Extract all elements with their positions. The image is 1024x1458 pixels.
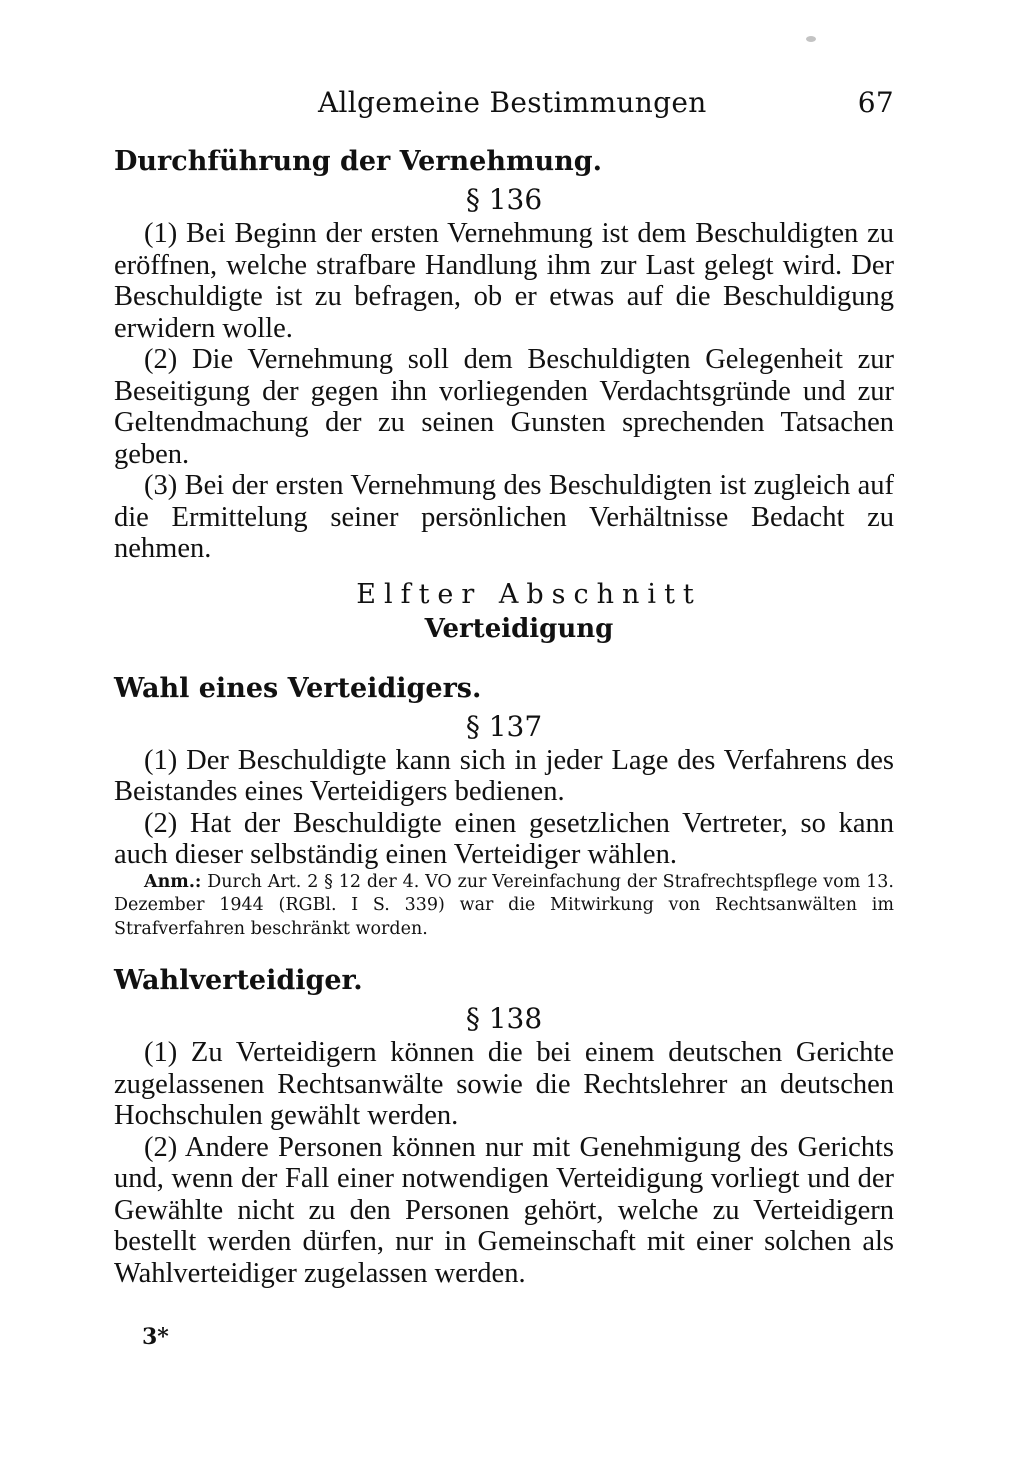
annotation-text: Durch Art. 2 § 12 der 4. VO zur Vereinfachung der Strafrechtspflege vom 13. Dezember 1944 (RGBl. I S. 339) war die Mitwirkung von Rechtsanwälten im Strafverfahren beschränkt worden. bbox=[114, 871, 894, 939]
section-heading-137: Wahl eines Verteidigers. bbox=[114, 672, 482, 704]
section-heading-138: Wahlverteidiger. bbox=[114, 965, 363, 996]
annotation-label: Anm.: bbox=[144, 871, 202, 892]
paragraph-136-1: (1) Bei Beginn der ersten Vernehmung ist dem Beschuldigten zu eröffnen, welche strafbare Handlung ihm zur Last gelegt wird. Der Beschuldigte ist zu befragen, ob er etwas auf die Beschuldigung erwidern wolle. bbox=[114, 218, 894, 344]
paragraph-number-136: § 136 bbox=[465, 183, 543, 216]
text-column bbox=[114, 142, 894, 1289]
paragraph-number-137: § 137 bbox=[465, 709, 543, 743]
annotation-note bbox=[114, 871, 894, 942]
paragraph-137-2: (2) Hat der Beschuldigte einen gesetzlichen Vertreter, so kann auch dieser selbständig einen Verteidiger wählen. bbox=[114, 807, 894, 870]
running-head bbox=[318, 86, 894, 126]
scan-speck bbox=[806, 36, 816, 42]
paragraph-136-2: (2) Die Vernehmung soll dem Beschuldigten Gelegenheit zur Beseitigung der gegen ihn vorliegenden Verdachtsgründe und zur Geltendmachung der zu seinen Gunsten sprechenden Tatsachen geben. bbox=[114, 344, 894, 470]
paragraph-138-1: (1) Zu Verteidigern können die bei einem deutschen Gerichte zugelassenen Rechtsanwälte sowie die Rechtslehrer an deutschen Hochschulen gewählt werden. bbox=[114, 1037, 894, 1131]
paragraph-138-2: (2) Andere Personen können nur mit Genehmigung des Gerichts und, wenn der Fall einer notwendigen Verteidigung vorliegt und der Gewählte nicht zu den Personen gehört, welche zu Verteidigern bestellt werden dürfen, nur in Gemeinschaft mit einer solchen als Wahlverteidiger zugelassen werden. bbox=[114, 1131, 894, 1289]
paragraph-137-1: (1) Der Beschuldigte kann sich in jeder Lage des Verfahrens des Beistandes eines Verteidigers bedienen. bbox=[114, 744, 894, 807]
signature-mark: 3* bbox=[142, 1324, 169, 1350]
paragraph-number-138: § 138 bbox=[465, 1002, 543, 1035]
chapter-label: Elfter Abschnitt bbox=[356, 578, 702, 610]
page-number: 67 bbox=[857, 86, 894, 119]
section-heading-136: Durchführung der Vernehmung. bbox=[114, 146, 603, 177]
paragraph-136-3: (3) Bei der ersten Vernehmung des Beschuldigten ist zugleich auf die Ermittelung seiner persönlichen Verhältnisse Bedacht zu nehmen. bbox=[114, 470, 894, 564]
running-head-title: Allgemeine Bestimmungen bbox=[318, 86, 707, 119]
chapter-title: Verteidigung bbox=[424, 613, 614, 644]
